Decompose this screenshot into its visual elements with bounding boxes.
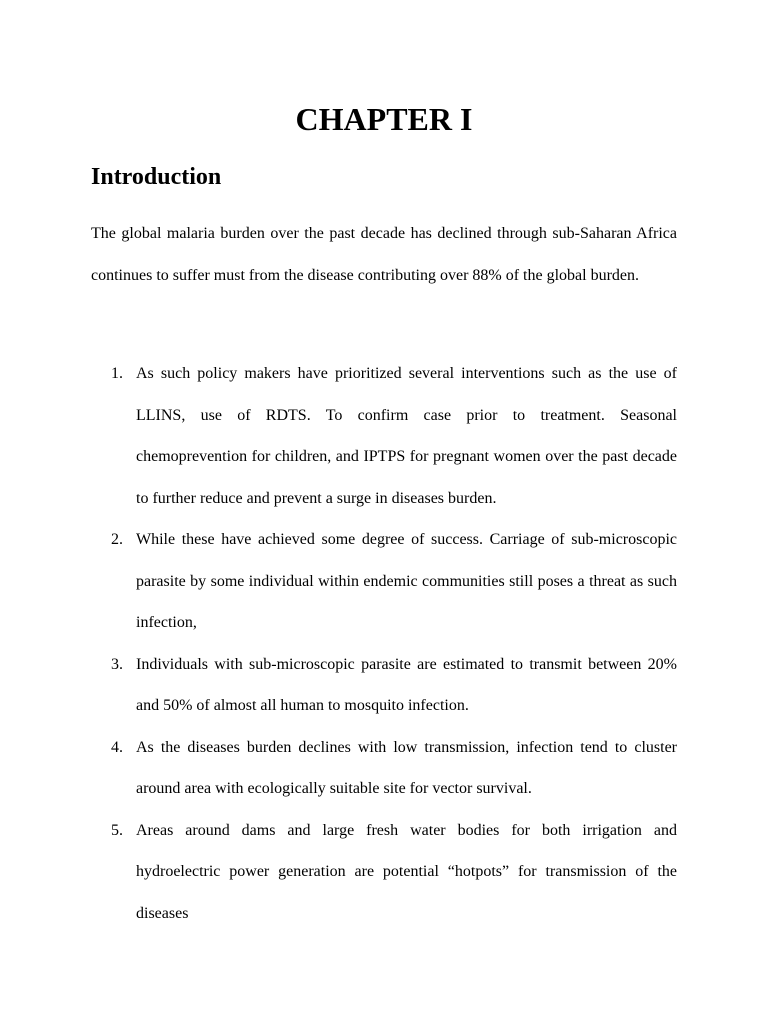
list-item-3 [91, 644, 677, 727]
list-item-text: As such policy makers have prioritized several interventions such as the use of LLINS, use of RDTS. To confirm case prior to treatment. Seasonal chemoprevention for children, and IPTPS for pregnant women over the past decade to further reduce and prevent a surge in diseases burden. [136, 365, 677, 507]
list-item-number: 3. [111, 655, 123, 673]
intro-paragraph: The global malaria burden over the past decade has declined through sub-Saharan Africa continues to suffer must from the disease contributing over 88% of the global burden. [91, 225, 677, 284]
list-item-4 [91, 727, 677, 810]
list-item-5 [91, 810, 677, 935]
numbered-list [91, 353, 677, 934]
list-item-text: Individuals with sub-microscopic parasite are estimated to transmit between 20% and 50% of almost all human to mosquito infection. [136, 655, 677, 714]
list-item-number: 5. [111, 821, 123, 839]
list-item-number: 1. [111, 365, 123, 382]
list-item-text: Areas around dams and large fresh water bodies for both irrigation and hydroelectric power generation are potential “hotpots” for transmission of the diseases [136, 821, 677, 922]
section-heading: Introduction [91, 164, 222, 190]
list-item-text: As the diseases burden declines with low transmission, infection tend to cluster around area with ecologically suitable site for vector survival. [136, 738, 677, 797]
list-item-number: 2. [111, 531, 123, 548]
chapter-title: CHAPTER I [295, 101, 473, 137]
list-item-1 [91, 353, 677, 519]
list-item-text: While these have achieved some degree of success. Carriage of sub-microscopic parasite by some individual within endemic communities still poses a threat as such infection, [136, 531, 677, 631]
list-item-number: 4. [111, 738, 123, 756]
list-item-2 [91, 519, 677, 644]
